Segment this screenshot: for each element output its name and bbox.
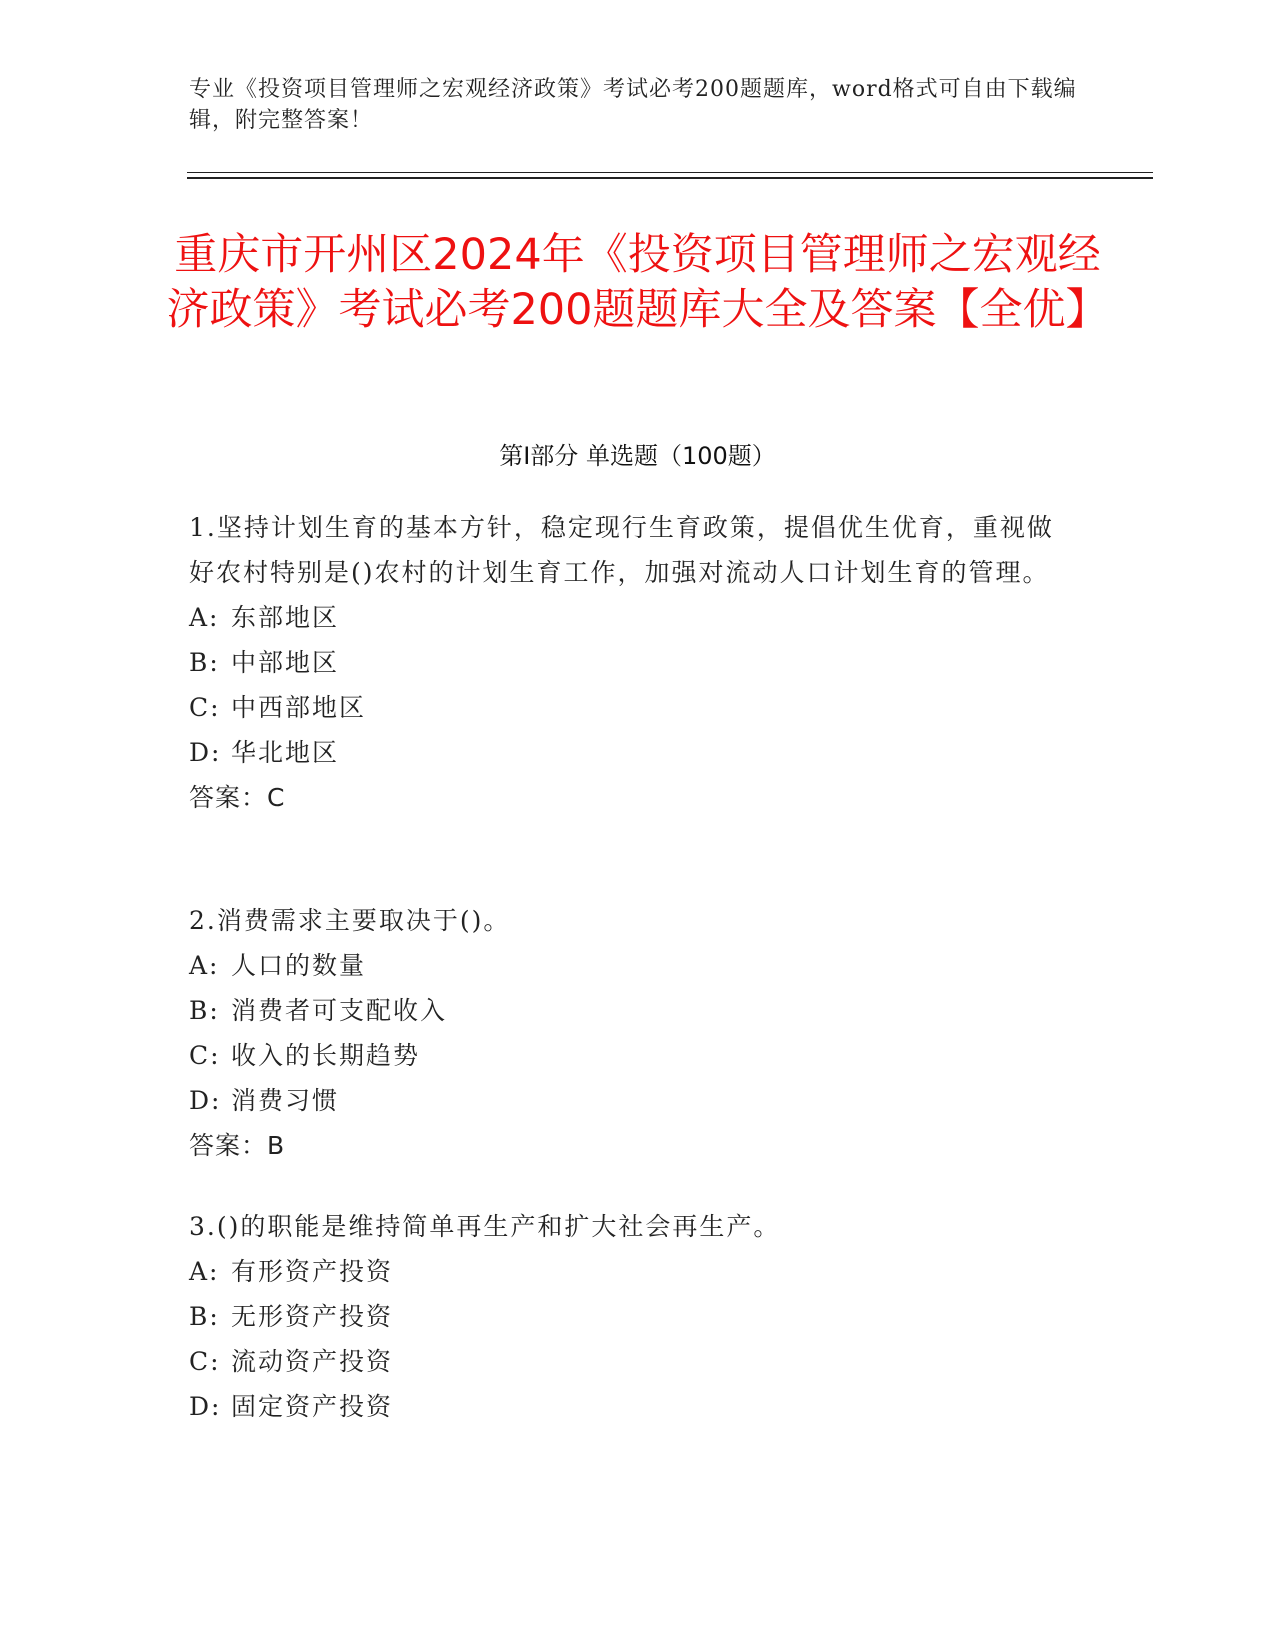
header-divider-thick — [187, 177, 1153, 179]
option-text: 无形资产投资 — [231, 1302, 394, 1331]
option-text: 人口的数量 — [231, 951, 367, 980]
option-key: D: — [189, 738, 222, 767]
option-c — [189, 1339, 1069, 1384]
option-key: C: — [189, 1041, 221, 1070]
option-d — [189, 1384, 1069, 1429]
option-a — [189, 1249, 1069, 1294]
option-text: 流动资产投资 — [231, 1347, 394, 1376]
option-text: 华北地区 — [231, 738, 340, 767]
option-c — [189, 685, 1069, 730]
option-key: B: — [189, 1302, 220, 1331]
option-key: A: — [189, 603, 220, 632]
option-key: A: — [189, 1257, 220, 1286]
question-1 — [189, 505, 1069, 820]
header-divider-thin — [187, 172, 1153, 173]
option-text: 中部地区 — [231, 648, 340, 677]
option-text: 固定资产投资 — [231, 1392, 394, 1421]
option-c — [189, 1033, 1069, 1078]
document-title: 重庆市开州区2024年《投资项目管理师之宏观经济政策》考试必考200题题库大全及答案【全优】 — [166, 230, 1109, 335]
option-d — [189, 1078, 1069, 1123]
question-stem: 2.消费需求主要取决于()。 — [189, 906, 511, 935]
question-2 — [189, 898, 1069, 1168]
option-key: C: — [189, 693, 221, 722]
option-text: 东部地区 — [231, 603, 340, 632]
option-key: A: — [189, 951, 220, 980]
option-text: 收入的长期趋势 — [231, 1041, 421, 1070]
option-key: B: — [189, 648, 220, 677]
option-key: D: — [189, 1392, 222, 1421]
option-key: D: — [189, 1086, 222, 1115]
option-a — [189, 943, 1069, 988]
question-3 — [189, 1204, 1069, 1429]
option-b — [189, 1294, 1069, 1339]
option-text: 中西部地区 — [231, 693, 367, 722]
option-key: C: — [189, 1347, 221, 1376]
option-text: 消费者可支配收入 — [231, 996, 448, 1025]
option-b — [189, 640, 1069, 685]
header-note: 专业《投资项目管理师之宏观经济政策》考试必考200题题库，word格式可自由下载编辑，附完整答案！ — [189, 77, 1077, 133]
option-text: 有形资产投资 — [231, 1257, 394, 1286]
answer-line: 答案：C — [189, 783, 286, 812]
answer-line: 答案：B — [189, 1131, 286, 1160]
section-heading: 第I部分 单选题（100题） — [499, 442, 776, 470]
option-b — [189, 988, 1069, 1033]
option-a — [189, 595, 1069, 640]
option-key: B: — [189, 996, 220, 1025]
question-stem: 3.()的职能是维持简单再生产和扩大社会再生产。 — [189, 1212, 781, 1241]
question-stem: 1.坚持计划生育的基本方针，稳定现行生育政策，提倡优生优育，重视做好农村特别是()农村的计划生育工作，加强对流动人口计划生育的管理。 — [189, 513, 1054, 587]
option-d — [189, 730, 1069, 775]
option-text: 消费习惯 — [231, 1086, 340, 1115]
